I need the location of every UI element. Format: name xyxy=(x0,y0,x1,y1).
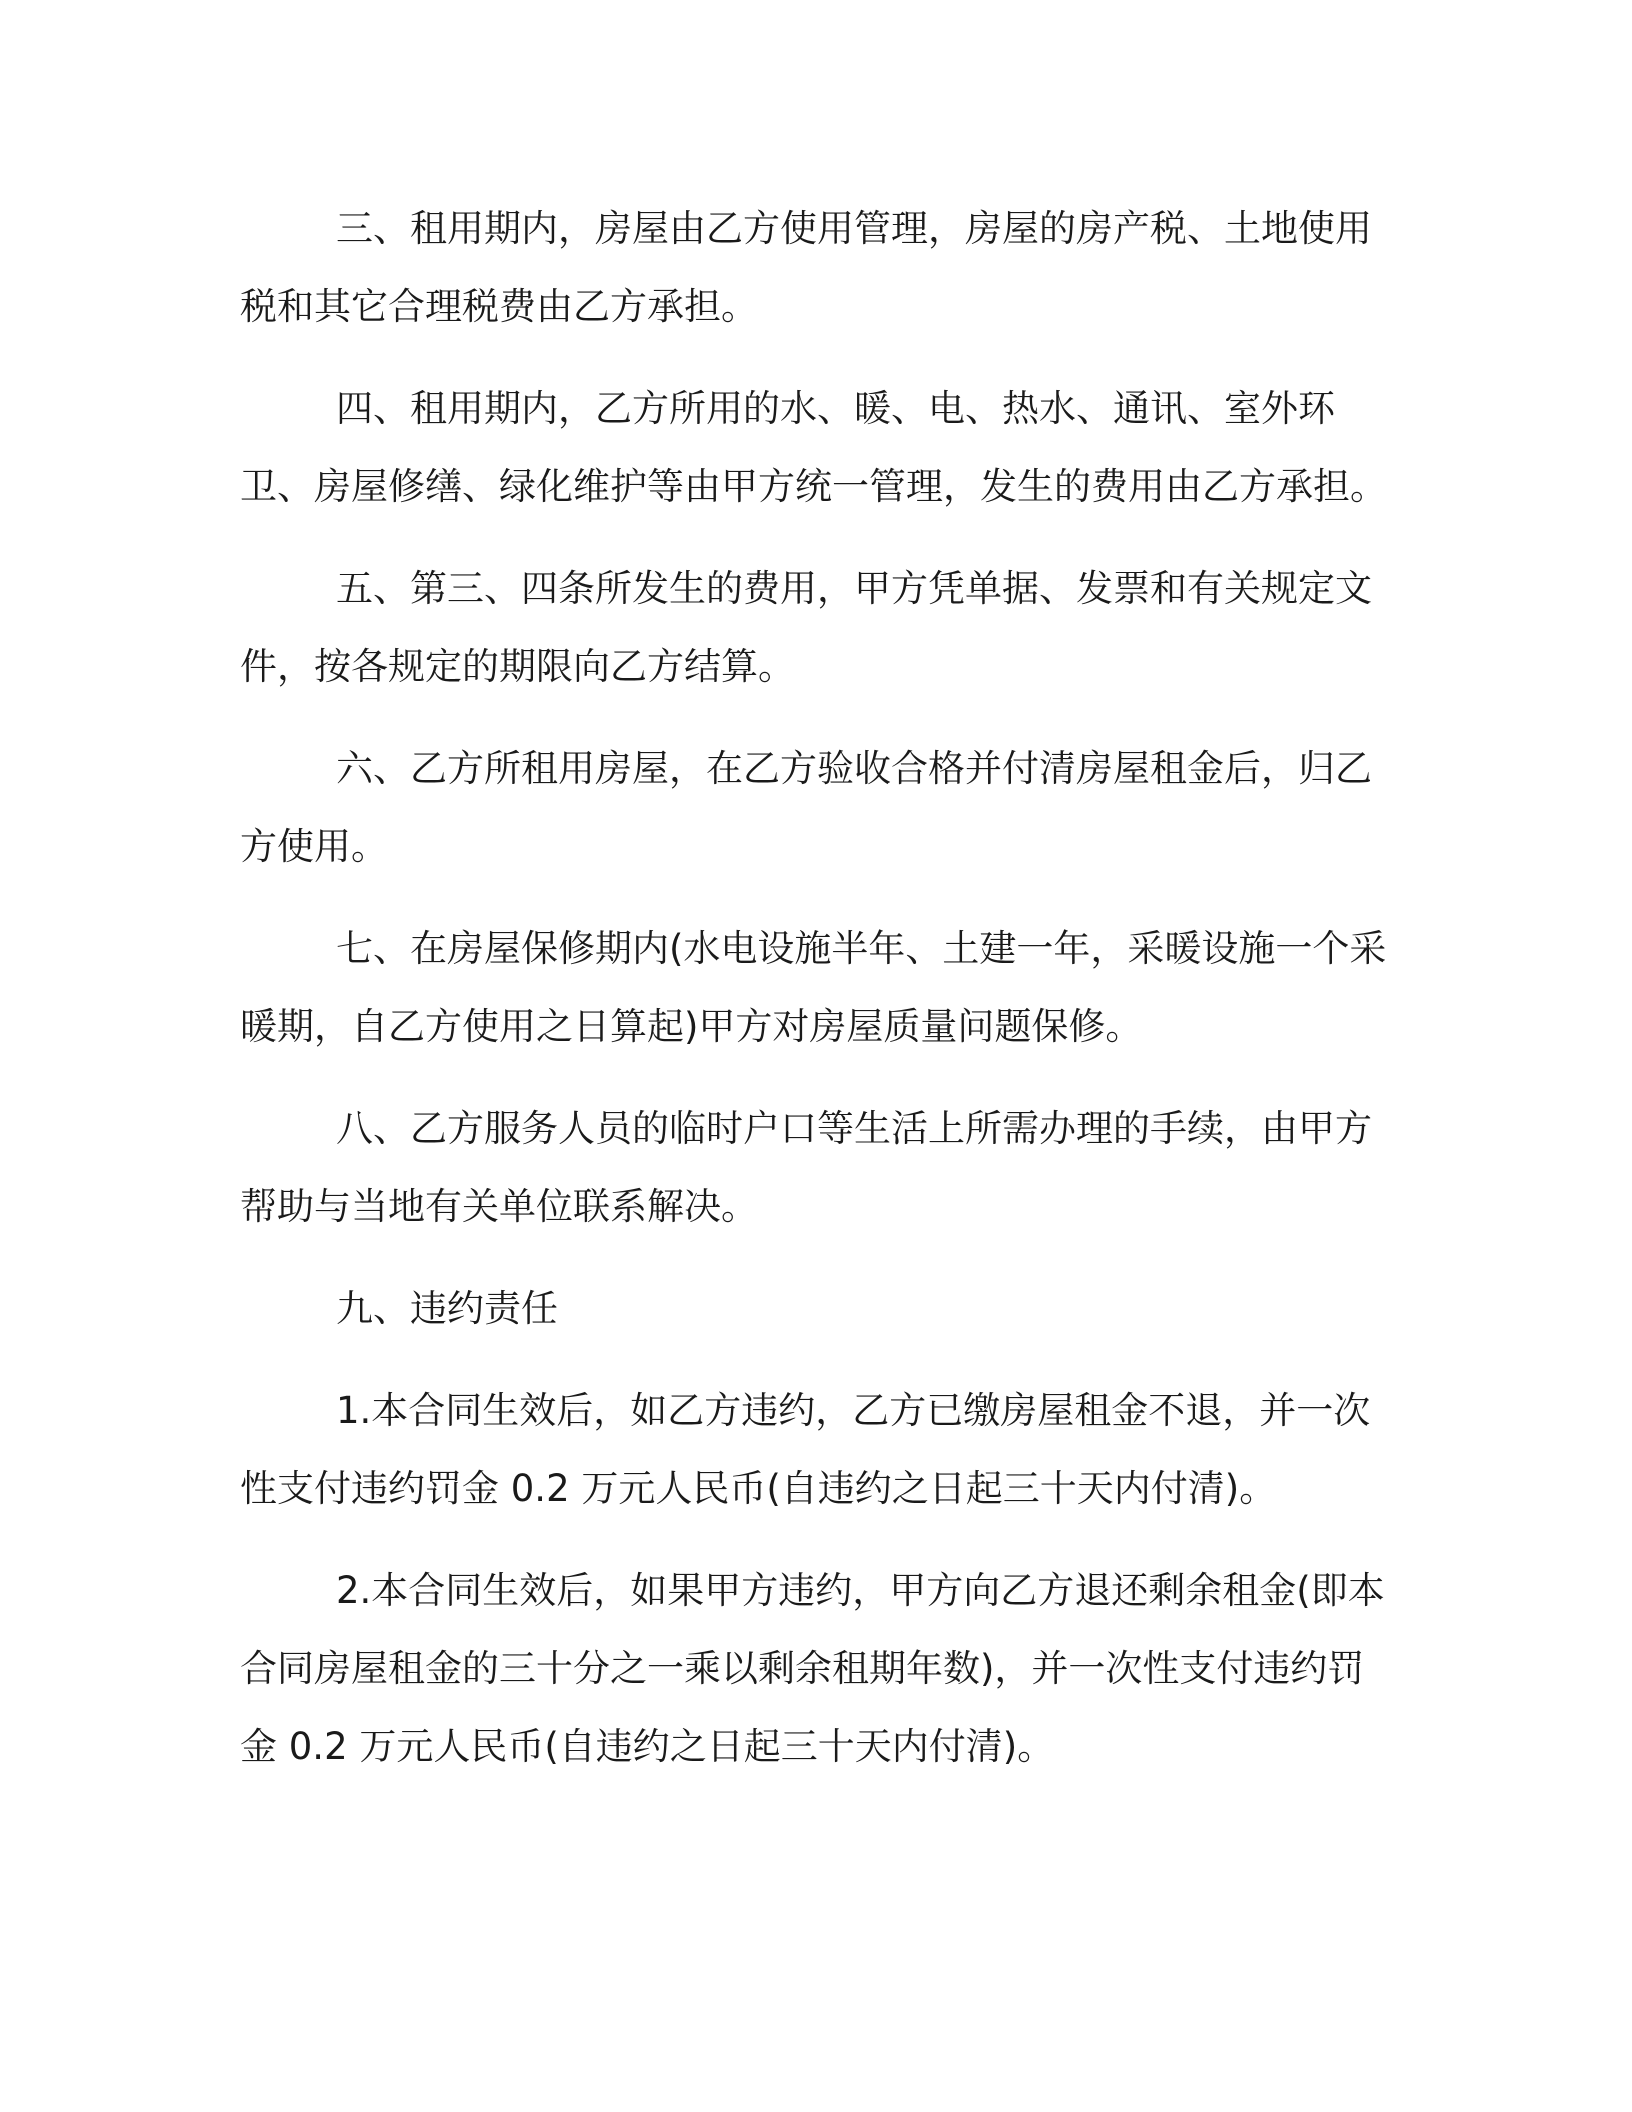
paragraph-clause-7: 七、在房屋保修期内(水电设施半年、土建一年，采暖设施一个采暖期，自乙方使用之日算起)甲方对房屋质量问题保修。 xyxy=(240,927,1387,1048)
document-body xyxy=(240,190,1400,1810)
paragraph-breach-item-1: 1.本合同生效后，如乙方违约，乙方已缴房屋租金不退，并一次性支付违约罚金 0.2 万元人民币(自违约之日起三十天内付清)。 xyxy=(240,1389,1371,1510)
paragraph-clause-3: 三、租用期内，房屋由乙方使用管理，房屋的房产税、土地使用税和其它合理税费由乙方承担。 xyxy=(240,207,1372,328)
section-heading-breach: 九、违约责任 xyxy=(336,1287,558,1330)
paragraph-clause-4: 四、租用期内，乙方所用的水、暖、电、热水、通讯、室外环卫、房屋修缮、绿化维护等由甲方统一管理，发生的费用由乙方承担。 xyxy=(240,387,1387,508)
paragraph-breach-item-2: 2.本合同生效后，如果甲方违约，甲方向乙方退还剩余租金(即本合同房屋租金的三十分之一乘以剩余租期年数)，并一次性支付违约罚金 0.2 万元人民币(自违约之日起三十天内付清)。 xyxy=(240,1569,1385,1768)
paragraph-clause-5: 五、第三、四条所发生的费用，甲方凭单据、发票和有关规定文件，按各规定的期限向乙方结算。 xyxy=(240,567,1372,688)
paragraph-clause-6: 六、乙方所租用房屋，在乙方验收合格并付清房屋租金后，归乙方使用。 xyxy=(240,747,1372,868)
paragraph-clause-8: 八、乙方服务人员的临时户口等生活上所需办理的手续，由甲方帮助与当地有关单位联系解决。 xyxy=(240,1107,1372,1228)
